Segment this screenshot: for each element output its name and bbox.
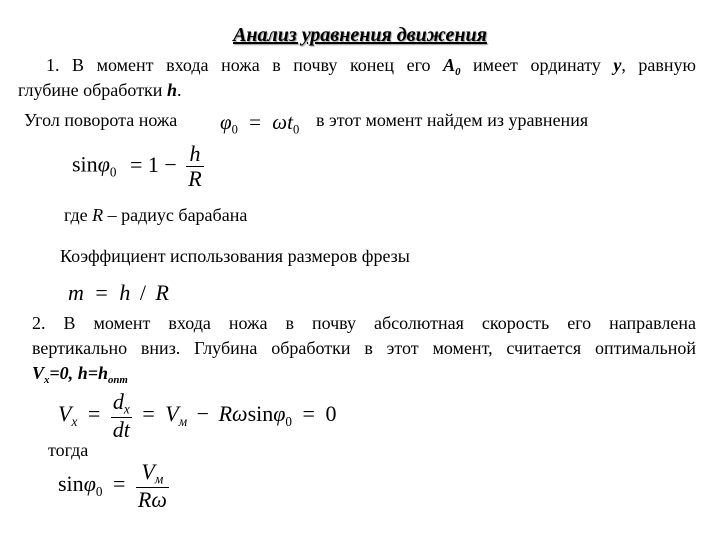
paragraph-1-line-2 — [18, 80, 181, 101]
fraction-vm-over-romega: $\frac{V_м}{R\omega}$ — [137, 459, 167, 513]
paragraph-2-condition: $V_x=0$, $h=h_{опт}$ — [32, 363, 128, 386]
paragraph-1-text-d: глубине обработки — [18, 80, 167, 100]
where-line: где R – радиус барабана — [64, 205, 248, 225]
formula-velocity: $V_x$ = $\frac{d_x}{dt}$ = $V_м - R\omega\sin\varphi_0 = 0$ — [58, 389, 337, 443]
paragraph-2-line-2: вертикально вниз. Глубина обработки в этот момент, считается оптимальной — [32, 338, 696, 358]
paragraph-2-line-1: 2. В момент входа ножа в почву абсолютная скорость его направлена — [32, 313, 696, 333]
fraction-dx-dt: $\frac{d_x}{dt}$ — [112, 389, 130, 443]
paragraph-1-text-e: . — [176, 80, 182, 100]
formula-m: m = h / R — [68, 280, 169, 305]
symbol-y: y — [613, 55, 622, 75]
coefficient-line: Коэффициент использования размеров фрезы — [60, 246, 410, 266]
paragraph-1-line-1 — [46, 55, 696, 78]
paragraph-1-text-a: 1. В момент входа ножа в почву конец его — [46, 55, 444, 75]
paragraph-1-text-b: имеет ординату — [460, 55, 614, 75]
then-label: тогда — [48, 440, 89, 460]
fraction-h-over-R: $\frac{h}{R}$ — [188, 141, 202, 192]
formula-sin-phi: sinφ$_0$ = 1 − $\frac{h}{R}$ — [72, 141, 202, 192]
symbol-h: h — [166, 80, 177, 100]
formula-final: sinφ$_0$ = $\frac{V_м}{R\omega}$ — [58, 459, 167, 513]
angle-line-post: в этот момент найдем из уравнения — [316, 110, 589, 130]
angle-line-pre: Угол поворота ножа — [24, 110, 178, 130]
symbol-A0: $A_0$ — [443, 55, 461, 78]
page-title: Анализ уравнения движения — [233, 24, 487, 46]
paragraph-1-text-c: , равную — [621, 55, 696, 75]
formula-phi-omega-t: $\varphi_0 = \omega t_0$ — [220, 110, 300, 137]
